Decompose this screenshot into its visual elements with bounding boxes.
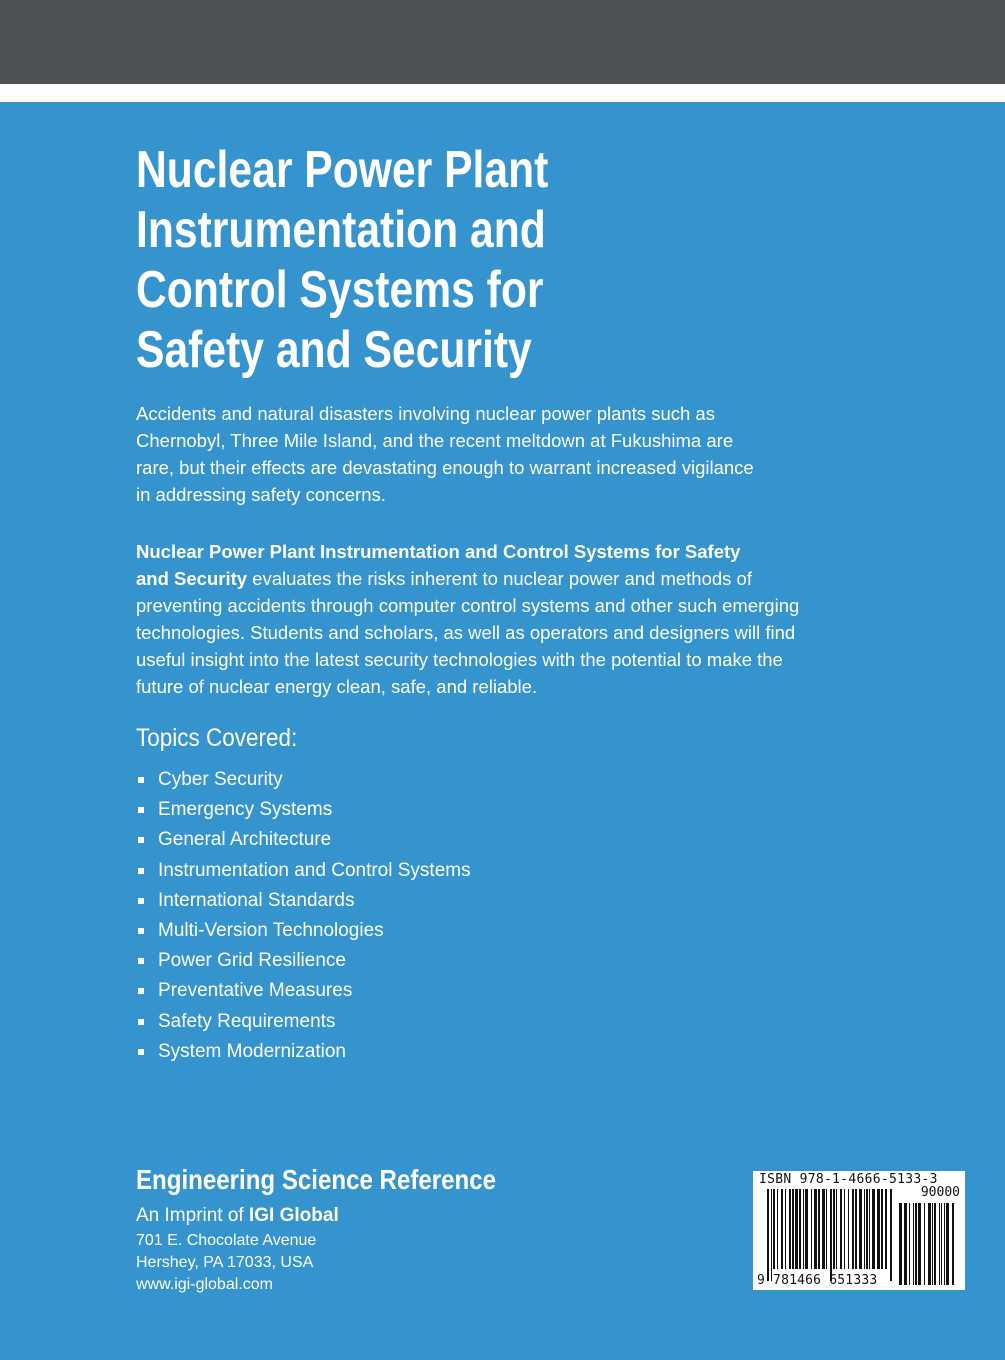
bullet-icon: [138, 928, 144, 934]
topics-list: [136, 766, 471, 1068]
barcode-bar: [803, 1189, 804, 1269]
barcode-bar: [939, 1203, 940, 1285]
list-item: [136, 857, 471, 887]
text-line: technologies. Students and scholars, as well as operators and designers will find: [136, 622, 796, 643]
text-line: useful insight into the latest security technologies with the potential to make the: [136, 649, 783, 670]
barcode-bar: [859, 1189, 862, 1269]
barcode-bar: [915, 1203, 917, 1285]
barcode-bar: [877, 1189, 880, 1269]
barcode-bar: [872, 1189, 875, 1269]
topic-label: Preventative Measures: [158, 980, 353, 1002]
barcode-bar: [885, 1189, 887, 1269]
barcode-bar: [844, 1189, 845, 1269]
barcode-bar: [781, 1189, 783, 1269]
barcode-bar: [918, 1203, 921, 1285]
barcode-bar: [904, 1203, 907, 1285]
barcode-bar: [840, 1189, 842, 1269]
isbn-barcode: [753, 1171, 965, 1290]
barcode-bar: [830, 1189, 832, 1281]
barcode-bar: [899, 1203, 902, 1285]
barcode-bar: [822, 1189, 825, 1269]
bullet-icon: [138, 777, 144, 783]
price-addon-number: 90000: [920, 1185, 960, 1200]
bullet-icon: [138, 837, 144, 843]
barcode-bar: [818, 1189, 820, 1269]
list-item: [136, 977, 471, 1007]
text-line: preventing accidents through computer control systems and other such emerging: [136, 595, 800, 616]
intro-paragraph: [136, 400, 754, 508]
list-item: [136, 917, 471, 947]
topic-label: Multi-Version Technologies: [158, 919, 384, 941]
bullet-icon: [138, 958, 144, 964]
barcode-bar: [952, 1203, 954, 1285]
list-item: [136, 887, 471, 917]
description-paragraph: [136, 538, 799, 700]
topic-label: Safety Requirements: [158, 1010, 336, 1032]
list-item: [136, 1008, 471, 1038]
imprint-line: [136, 1205, 339, 1227]
text-line: rare, but their effects are devastating enough to warrant increased vigilance: [136, 457, 754, 478]
list-item: [136, 796, 471, 826]
list-item: [136, 766, 471, 796]
bullet-icon: [138, 807, 144, 813]
barcode-bar: [836, 1189, 837, 1269]
ean-bars: [767, 1189, 893, 1281]
title-line: Nuclear Power Plant: [136, 141, 549, 199]
barcode-bar: [795, 1189, 798, 1269]
barcode-bar: [881, 1189, 883, 1269]
barcode-bar: [928, 1203, 931, 1285]
barcode-bar: [811, 1189, 812, 1269]
barcode-bar: [777, 1189, 778, 1269]
barcode-bar: [773, 1189, 775, 1269]
ean-number: 9 781466 651333: [757, 1273, 878, 1288]
barcode-bar: [890, 1189, 892, 1281]
top-dark-band: [0, 0, 1005, 84]
isbn-text: ISBN 978-1-4666-5133-3: [759, 1172, 938, 1187]
title-line: Instrumentation and: [136, 201, 546, 259]
barcode-bar: [909, 1203, 910, 1285]
bullet-icon: [138, 898, 144, 904]
address-line-1: 701 E. Chocolate Avenue: [136, 1232, 317, 1249]
topic-label: Cyber Security: [158, 769, 283, 790]
barcode-bar: [814, 1189, 817, 1269]
bold-title-ref: Nuclear Power Plant Instrumentation and Control Systems for Safety: [136, 541, 741, 562]
barcode-bar: [799, 1189, 801, 1269]
barcode-bar: [785, 1189, 786, 1269]
barcode-bar: [869, 1189, 870, 1269]
topic-label: System Modernization: [158, 1040, 346, 1062]
barcode-bar: [855, 1189, 857, 1269]
barcode-bar: [866, 1189, 868, 1269]
bullet-icon: [138, 1019, 144, 1025]
bullet-icon: [138, 868, 144, 874]
website: www.igi-global.com: [136, 1276, 273, 1293]
barcode-bar: [826, 1189, 827, 1269]
topic-label: General Architecture: [158, 829, 332, 851]
list-item: [136, 1038, 471, 1068]
list-item: [136, 947, 471, 977]
topic-label: Power Grid Resilience: [158, 950, 346, 972]
list-item: [136, 826, 471, 856]
white-stripe: [0, 84, 1005, 102]
text-line: evaluates the risks inherent to nuclear power and methods of: [247, 568, 752, 589]
barcode-bar: [789, 1189, 791, 1269]
barcode-bar: [946, 1203, 949, 1285]
bold-title-ref: and Security: [136, 568, 248, 589]
topic-label: Instrumentation and Control Systems: [158, 859, 471, 881]
address-line-2: Hershey, PA 17033, USA: [136, 1254, 314, 1271]
barcode-bar: [771, 1189, 772, 1281]
barcode-bar: [805, 1189, 808, 1269]
book-title: [136, 140, 548, 380]
publisher-name: IGI Global: [249, 1205, 339, 1226]
topics-heading: Topics Covered:: [136, 724, 298, 752]
barcode-bar: [852, 1189, 854, 1269]
title-line: Control Systems for: [136, 261, 544, 319]
barcode-bar: [932, 1203, 933, 1285]
imprint-name: Engineering Science Reference: [136, 1164, 497, 1195]
topic-label: International Standards: [158, 889, 355, 911]
barcode-bar: [848, 1189, 849, 1269]
barcode-bar: [944, 1203, 945, 1285]
text-line: Chernobyl, Three Mile Island, and the recent meltdown at Fukushima are: [136, 430, 734, 451]
barcode-bar: [792, 1189, 794, 1269]
barcode-bar: [941, 1203, 942, 1285]
barcode-bar: [924, 1203, 925, 1285]
barcode-bar: [833, 1189, 835, 1269]
imprint-prefix: An Imprint of: [136, 1205, 249, 1226]
bullet-icon: [138, 1049, 144, 1055]
topic-label: Emergency Systems: [158, 799, 333, 821]
barcode-bar: [934, 1203, 936, 1285]
title-line: Safety and Security: [136, 321, 532, 379]
text-line: Accidents and natural disasters involving nuclear power plants such as: [136, 403, 715, 424]
barcode-bar: [913, 1203, 914, 1285]
barcode-bar: [864, 1189, 865, 1269]
text-line: in addressing safety concerns.: [136, 484, 386, 505]
addon-bars: [899, 1203, 959, 1285]
barcode-bar: [767, 1189, 769, 1281]
bullet-icon: [138, 988, 144, 994]
text-line: future of nuclear energy clean, safe, and reliable.: [136, 676, 538, 697]
